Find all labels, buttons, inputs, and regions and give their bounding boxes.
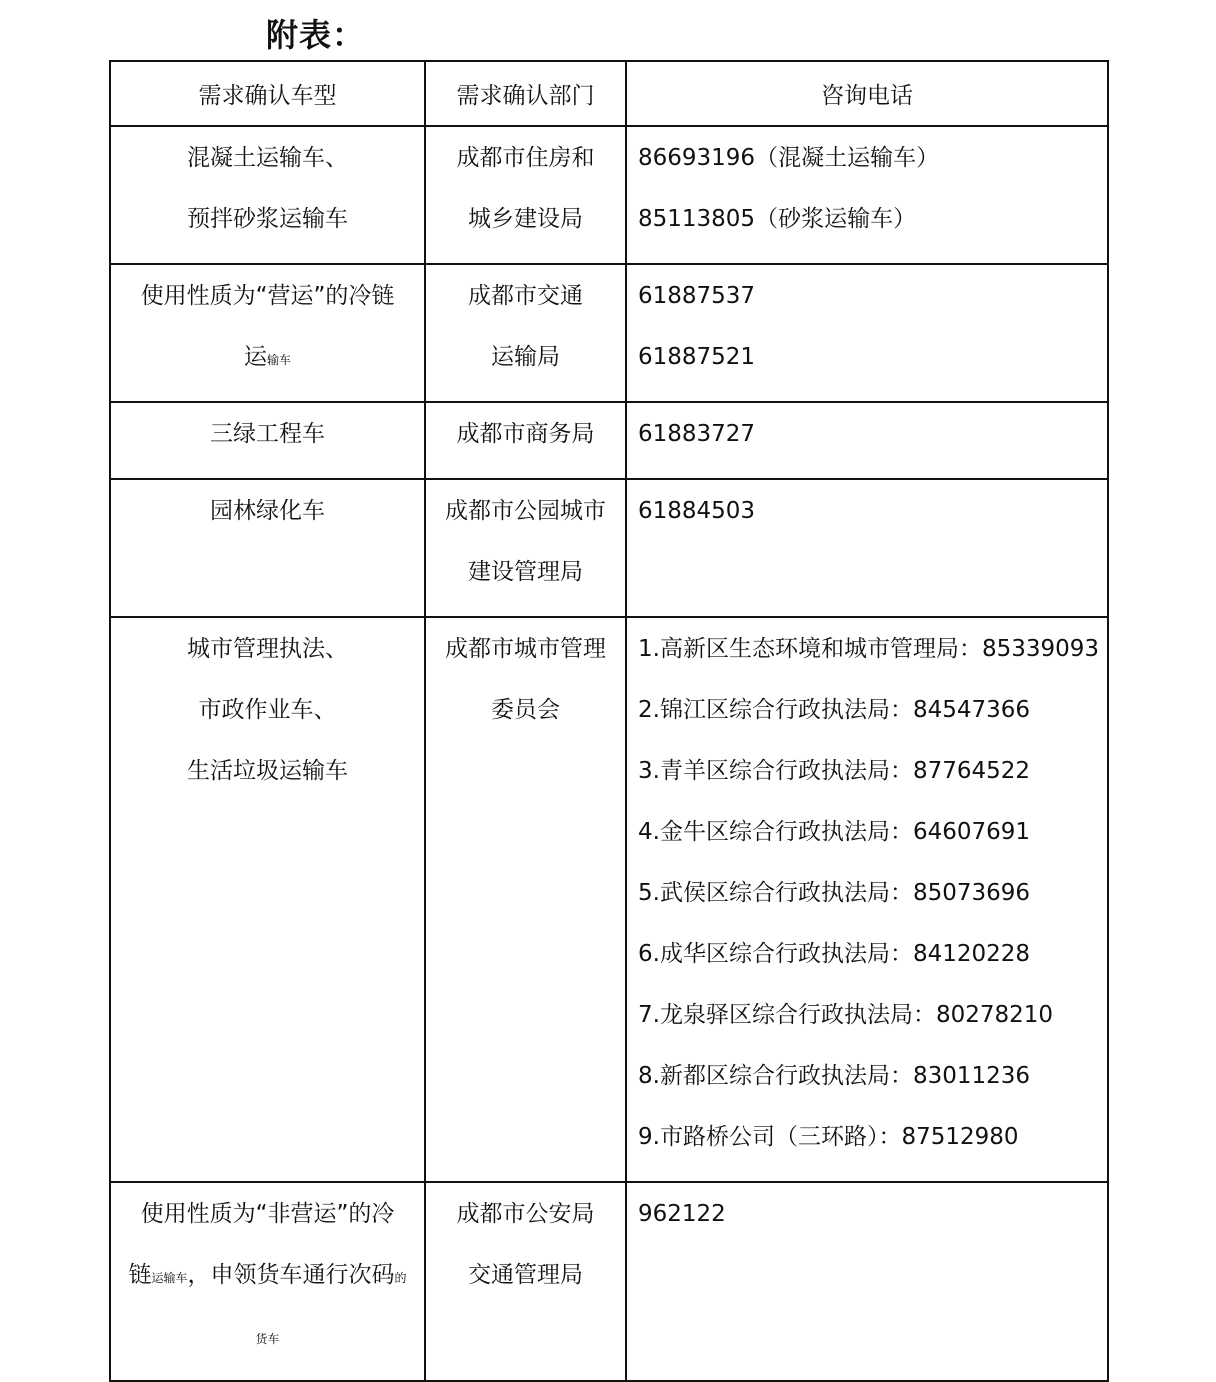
phone-line: 61887521	[638, 344, 756, 370]
department-line: 成都市商务局	[456, 421, 595, 447]
phone-line: 85113805（砂浆运输车）	[638, 206, 917, 232]
phone-line: 61887537	[638, 283, 756, 309]
department-line: 交通管理局	[468, 1262, 583, 1288]
phone-line: 1.高新区生态环境和城市管理局：85339093	[638, 636, 1100, 662]
vehicle-type-line: 三绿工程车	[210, 421, 325, 447]
header-department: 需求确认部门	[425, 61, 626, 126]
department-cell	[425, 617, 626, 1182]
department-cell	[425, 479, 626, 617]
phone-line: 4.金牛区综合行政执法局：64607691	[638, 819, 1031, 845]
department-line: 成都市城市管理	[445, 636, 606, 662]
department-line: 城乡建设局	[468, 206, 583, 232]
department-line: 建设管理局	[468, 559, 583, 585]
header-phone: 咨询电话	[626, 61, 1108, 126]
vehicle-type-line-mixed	[111, 1258, 424, 1319]
department-line: 委员会	[491, 697, 560, 723]
vehicle-type-line: 城市管理执法、	[187, 636, 348, 662]
vehicle-type-small-text: 输车	[266, 353, 291, 367]
phone-line: 962122	[638, 1201, 726, 1227]
department-cell	[425, 126, 626, 264]
department-line: 成都市公园城市	[445, 498, 606, 524]
phone-line: 5.武侯区综合行政执法局：85073696	[638, 880, 1031, 906]
phone-line: 61883727	[638, 421, 756, 447]
table-row	[110, 479, 1108, 617]
table-row	[110, 264, 1108, 402]
vehicle-type-line: 生活垃圾运输车	[187, 758, 348, 784]
phone-cell	[626, 1182, 1108, 1381]
table-row	[110, 617, 1108, 1182]
vehicle-type-line: 使用性质为“非营运”的冷	[140, 1201, 395, 1227]
header-vehicle-type: 需求确认车型	[110, 61, 425, 126]
vehicle-type-line: 园林绿化车	[210, 498, 325, 524]
phone-cell	[626, 264, 1108, 402]
vehicle-type-cell	[110, 126, 425, 264]
phone-line: 2.锦江区综合行政执法局：84547366	[638, 697, 1031, 723]
vehicle-type-line: 市政作业车、	[198, 697, 337, 723]
vehicle-type-cell	[110, 264, 425, 402]
vehicle-type-text: 运	[243, 344, 267, 370]
vehicle-type-small-text: 运输车	[151, 1271, 188, 1285]
phone-line: 86693196（混凝土运输车）	[638, 145, 940, 171]
vehicle-type-small-text: 的	[394, 1271, 407, 1285]
vehicle-type-small-text: 货车	[255, 1332, 280, 1346]
vehicle-type-line: 预拌砂浆运输车	[187, 206, 348, 232]
table-row	[110, 402, 1108, 479]
table-row	[110, 126, 1108, 264]
table-row	[110, 1182, 1108, 1381]
contact-table	[109, 60, 1109, 1382]
phone-line: 7.龙泉驿区综合行政执法局：80278210	[638, 1002, 1054, 1028]
phone-line: 61884503	[638, 498, 756, 524]
department-line: 成都市公安局	[456, 1201, 595, 1227]
phone-line: 9.市路桥公司（三环路）：87512980	[638, 1124, 1019, 1150]
vehicle-type-cell	[110, 479, 425, 617]
vehicle-type-line: 混凝土运输车、	[187, 145, 348, 171]
vehicle-type-text: ，申领货车通行次码	[187, 1262, 395, 1288]
vehicle-type-cell	[110, 617, 425, 1182]
department-cell	[425, 402, 626, 479]
vehicle-type-line-mixed	[111, 340, 424, 401]
vehicle-type-cell	[110, 1182, 425, 1381]
vehicle-type-text: 链	[128, 1262, 152, 1288]
department-line: 成都市交通	[468, 283, 583, 309]
department-cell	[425, 264, 626, 402]
department-line: 运输局	[491, 344, 560, 370]
vehicle-type-line-small	[111, 1319, 424, 1380]
department-line: 成都市住房和	[456, 145, 595, 171]
phone-cell	[626, 126, 1108, 264]
phone-line: 8.新都区综合行政执法局：83011236	[638, 1063, 1031, 1089]
phone-cell	[626, 617, 1108, 1182]
vehicle-type-line: 使用性质为“营运”的冷链	[140, 283, 395, 309]
phone-cell	[626, 402, 1108, 479]
vehicle-type-cell	[110, 402, 425, 479]
phone-line: 6.成华区综合行政执法局：84120228	[638, 941, 1031, 967]
department-cell	[425, 1182, 626, 1381]
page-title: 附表：	[266, 16, 366, 54]
table-header-row	[110, 61, 1108, 126]
phone-cell	[626, 479, 1108, 617]
phone-line: 3.青羊区综合行政执法局：87764522	[638, 758, 1031, 784]
